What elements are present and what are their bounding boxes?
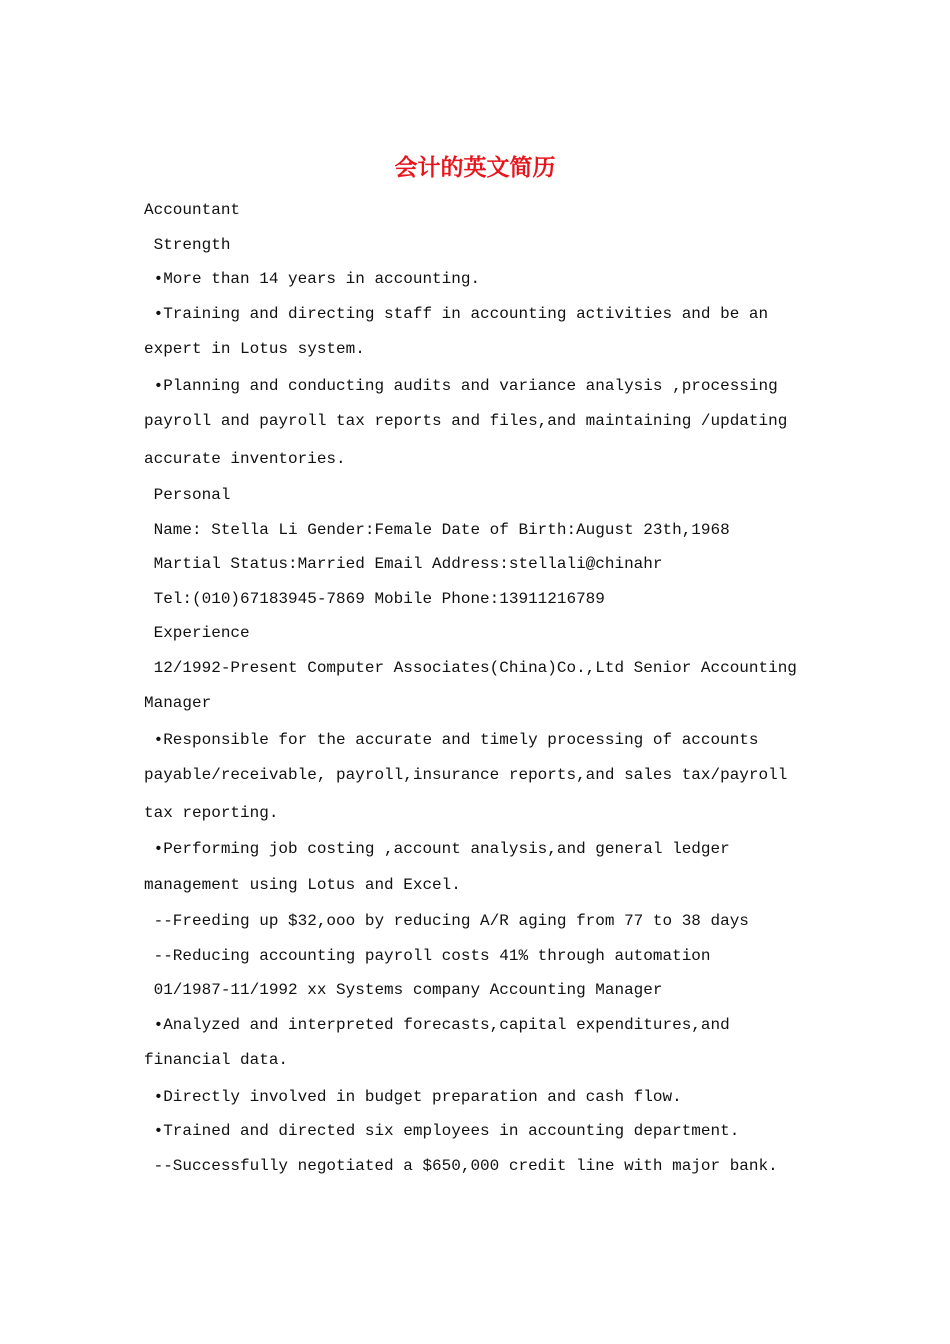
text-line: payable/receivable, payroll,insurance reports,and sales tax/payroll — [144, 766, 788, 784]
text-line: Experience — [144, 624, 250, 642]
resume-body — [144, 193, 804, 1183]
text-line: Personal — [144, 486, 231, 504]
text-line: --Reducing accounting payroll costs 41% through automation — [144, 946, 711, 965]
document-title: 会计的英文简历 — [394, 154, 556, 181]
text-line: accurate inventories. — [144, 449, 346, 468]
text-line: tax reporting. — [144, 803, 279, 822]
text-line: Tel:(010)67183945-7869 Mobile Phone:13911216789 — [144, 589, 605, 608]
text-line: financial data. — [144, 1051, 289, 1069]
text-line: •Planning and conducting audits and variance analysis ,processing — [144, 376, 778, 395]
text-line: Strength — [144, 235, 231, 254]
text-line: •Analyzed and interpreted forecasts,capital expenditures,and — [144, 1015, 730, 1034]
text-line: 01/1987-11/1992 xx Systems company Accounting Manager — [144, 981, 663, 999]
text-line: •Responsible for the accurate and timely processing of accounts — [144, 730, 759, 749]
text-line: •Trained and directed six employees in accounting department. — [144, 1122, 740, 1140]
text-line: •Performing job costing ,account analysis,and general ledger — [144, 840, 730, 858]
text-line: expert in Lotus system. — [144, 340, 365, 358]
text-line: •Training and directing staff in accounting activities and be an — [144, 304, 769, 323]
text-line: management using Lotus and Excel. — [144, 875, 461, 894]
text-line: •More than 14 years in accounting. — [144, 270, 481, 288]
text-line: Accountant — [144, 201, 241, 219]
text-line: 12/1992-Present Computer Associates(China)Co.,Ltd Senior Accounting — [144, 658, 797, 677]
text-line: payroll and payroll tax reports and files,and maintaining /updating — [144, 412, 788, 430]
text-line: Manager — [144, 694, 212, 712]
text-line: --Freeding up $32,ooo by reducing A/R aging from 77 to 38 days — [144, 912, 749, 930]
text-line: Martial Status:Married Email Address:stellali@chinahr — [144, 555, 663, 573]
text-line: Name: Stella Li Gender:Female Date of Birth:August 23th,1968 — [144, 520, 730, 539]
text-line: •Directly involved in budget preparation and cash flow. — [144, 1087, 682, 1106]
text-line: --Successfully negotiated a $650,000 credit line with major bank. — [144, 1156, 778, 1175]
